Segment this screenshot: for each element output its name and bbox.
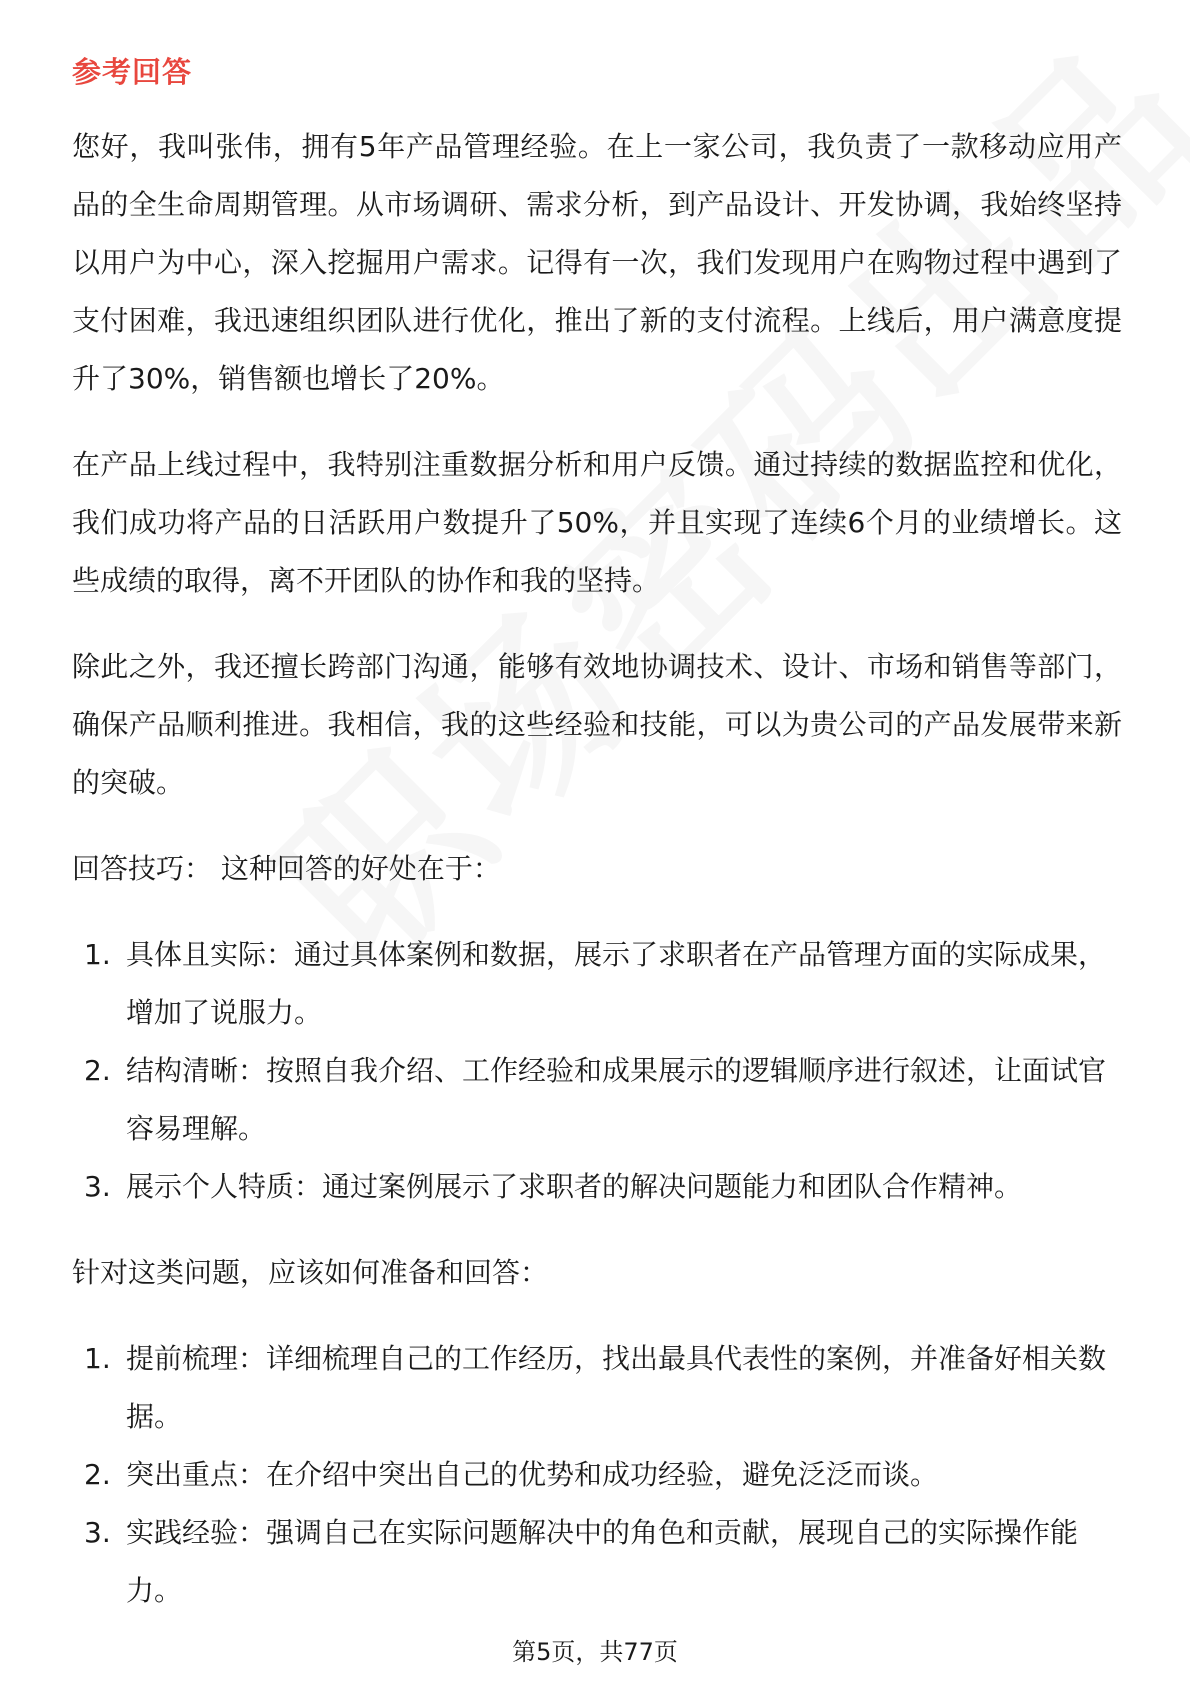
list-number: 2.: [84, 1054, 111, 1087]
tips-list: [72, 926, 1122, 1216]
answer-content: [72, 118, 1122, 1648]
list-item: [72, 1446, 1122, 1504]
list-text: 展示个人特质：通过案例展示了求职者的解决问题能力和团队合作精神。: [126, 1170, 1023, 1203]
list-item: [72, 926, 1122, 1042]
list-text: 结构清晰：按照自我介绍、工作经验和成果展示的逻辑顺序进行叙述，让面试官容易理解。: [126, 1054, 1107, 1145]
paragraph-skills: 除此之外，我还擅长跨部门沟通，能够有效地协调技术、设计、市场和销售等部门，确保产品顺利推进。我相信，我的这些经验和技能，可以为贵公司的产品发展带来新的突破。: [72, 650, 1122, 799]
list-item: [72, 1504, 1122, 1620]
list-text: 提前梳理：详细梳理自己的工作经历，找出最具代表性的案例，并准备好相关数据。: [126, 1342, 1107, 1433]
paragraph-intro: 您好，我叫张伟，拥有5年产品管理经验。在上一家公司，我负责了一款移动应用产品的全生命周期管理。从市场调研、需求分析，到产品设计、开发协调，我始终坚持以用户为中心，深入挖掘用户需求。记得有一次，我们发现用户在购物过程中遇到了支付困难，我迅速组织团队进行优化，推出了新的支付流程。上线后，用户满意度提升了30%，销售额也增长了20%。: [72, 130, 1122, 395]
list-item: [72, 1158, 1122, 1216]
list-number: 3.: [84, 1516, 111, 1549]
paragraph-launch: 在产品上线过程中，我特别注重数据分析和用户反馈。通过持续的数据监控和优化，我们成功将产品的日活跃用户数提升了50%，并且实现了连续6个月的业绩增长。这些成绩的取得，离不开团队的协作和我的坚持。: [72, 448, 1122, 597]
list-text: 突出重点：在介绍中突出自己的优势和成功经验，避免泛泛而谈。: [126, 1458, 939, 1491]
list-number: 2.: [84, 1458, 111, 1491]
page-number: 第5页，共77页: [512, 1638, 678, 1666]
section-heading: 参考回答: [72, 55, 193, 89]
list-item: [72, 1042, 1122, 1158]
prep-list: [72, 1330, 1122, 1620]
list-text: 具体且实际：通过具体案例和数据，展示了求职者在产品管理方面的实际成果，增加了说服力。: [126, 938, 1107, 1029]
tips-title: 回答技巧： 这种回答的好处在于：: [72, 852, 501, 885]
list-number: 3.: [84, 1170, 111, 1203]
list-number: 1.: [84, 938, 111, 971]
list-number: 1.: [84, 1342, 111, 1375]
list-text: 实践经验：强调自己在实际问题解决中的角色和贡献，展现自己的实际操作能力。: [126, 1516, 1079, 1607]
prep-title: 针对这类问题，应该如何准备和回答：: [72, 1256, 549, 1289]
list-item: [72, 1330, 1122, 1446]
